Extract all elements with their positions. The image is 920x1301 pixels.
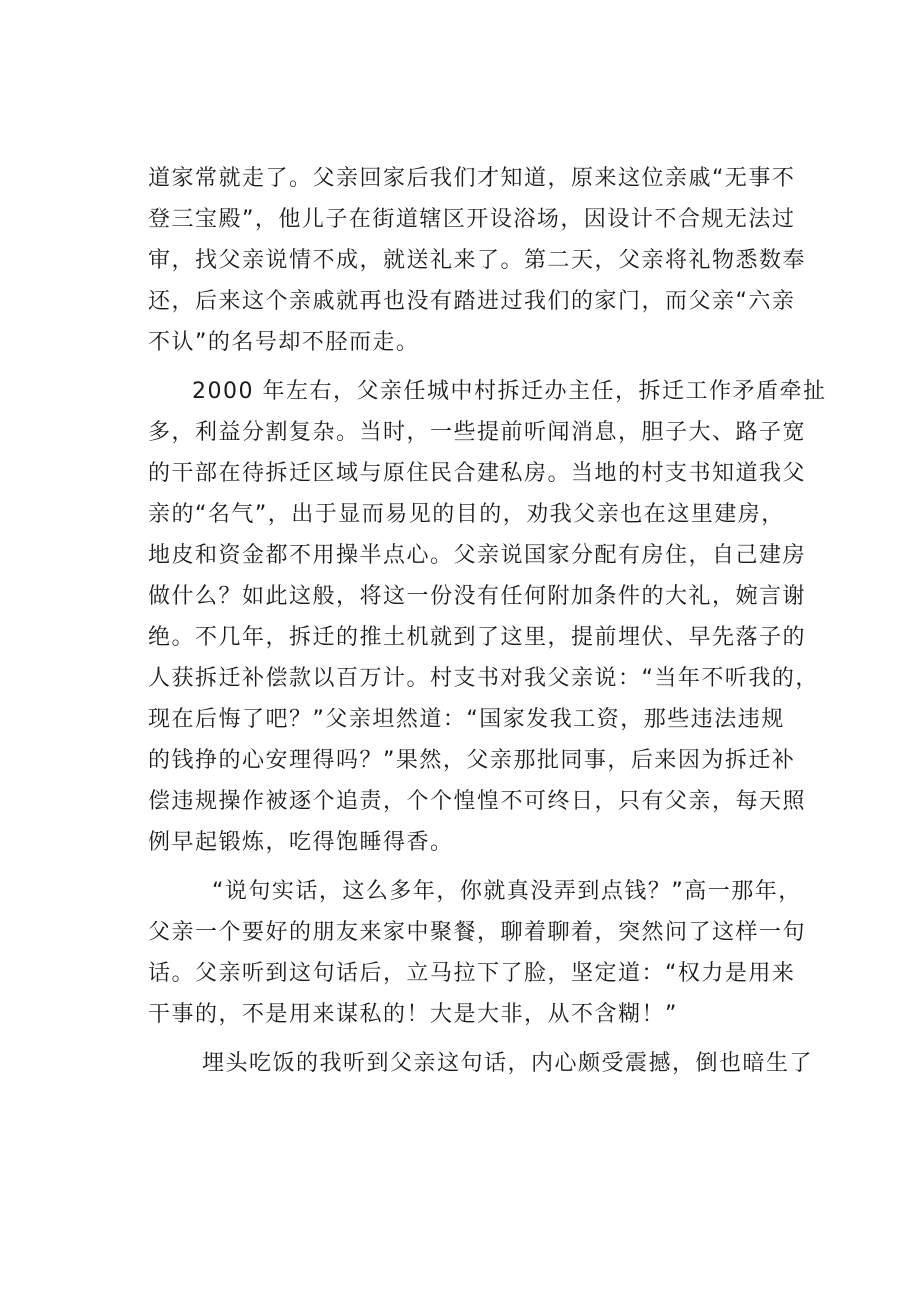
text-line: 干事的，不是用来谋私的！大是大非，从不含糊！” [148, 1002, 678, 1027]
text-line: 话。父亲听到这句话后，立马拉下了脸，坚定道：“权力是用来 [148, 961, 796, 986]
text-line: 审，找父亲说情不成，就送礼来了。第二天，父亲将礼物悉数奉 [148, 248, 807, 273]
paragraph-gap [148, 1035, 804, 1043]
text-line: 地皮和资金都不用操半点心。父亲说国家分配有房住，自己建房 [148, 543, 807, 568]
paragraph-gap [148, 363, 804, 371]
text-line: 绝。不几年，拆迁的推土机就到了这里，提前埋伏、早先落子的 [148, 625, 807, 650]
text-line: “说句实话，这么多年，你就真没弄到点钱？”高一那年， [212, 879, 802, 904]
text-line: 不认”的名号却不胫而走。 [148, 330, 420, 355]
text-line: 还，后来这个亲戚就再也没有踏进过我们的家门，而父亲“六亲 [148, 289, 796, 314]
paragraph-gap [148, 863, 804, 871]
text-line: 2000 年左右，父亲任城中村拆迁办主任，拆迁工作矛盾牵扯 [192, 379, 827, 404]
text-line: 道家常就走了。父亲回家后我们才知道，原来这位亲戚“无事不 [148, 166, 796, 191]
text-line: 做什么？如此这般，将这一份没有任何附加条件的大礼，婉言谢 [148, 584, 807, 609]
text-line: 现在后悔了吧？”父亲坦然道：“国家发我工资，那些违法违规 [148, 707, 785, 732]
paragraph-4 [148, 1043, 814, 1084]
text-line: 的钱挣的心安理得吗？”果然，父亲那批同事，后来因为拆迁补 [148, 748, 796, 773]
paragraph-3 [148, 871, 807, 1035]
text-line: 的干部在待拆迁区域与原住民合建私房。当地的村支书知道我父 [148, 461, 807, 486]
document-body [148, 158, 827, 1084]
text-line: 父亲一个要好的朋友来家中聚餐，聊着聊着，突然问了这样一句 [148, 920, 807, 945]
text-line: 偿违规操作被逐个追责，个个惶惶不可终日，只有父亲，每天照 [148, 789, 807, 814]
text-line: 例早起锻炼，吃得饱睡得香。 [148, 830, 454, 855]
text-line: 多，利益分割复杂。当时，一些提前听闻消息，胆子大、路子宽 [148, 420, 807, 445]
paragraph-1 [148, 158, 807, 363]
paragraph-2 [148, 371, 827, 863]
text-line: 埋头吃饭的我听到父亲这句话，内心颇受震撼，倒也暗生了 [202, 1051, 814, 1076]
text-line: 人获拆迁补偿款以百万计。村支书对我父亲说：“当年不听我的， [148, 666, 819, 691]
text-line: 亲的“名气”，出于显而易见的目的，劝我父亲也在这里建房， [148, 502, 785, 527]
text-line: 登三宝殿”，他儿子在街道辖区开设浴场，因设计不合规无法过 [148, 207, 796, 232]
